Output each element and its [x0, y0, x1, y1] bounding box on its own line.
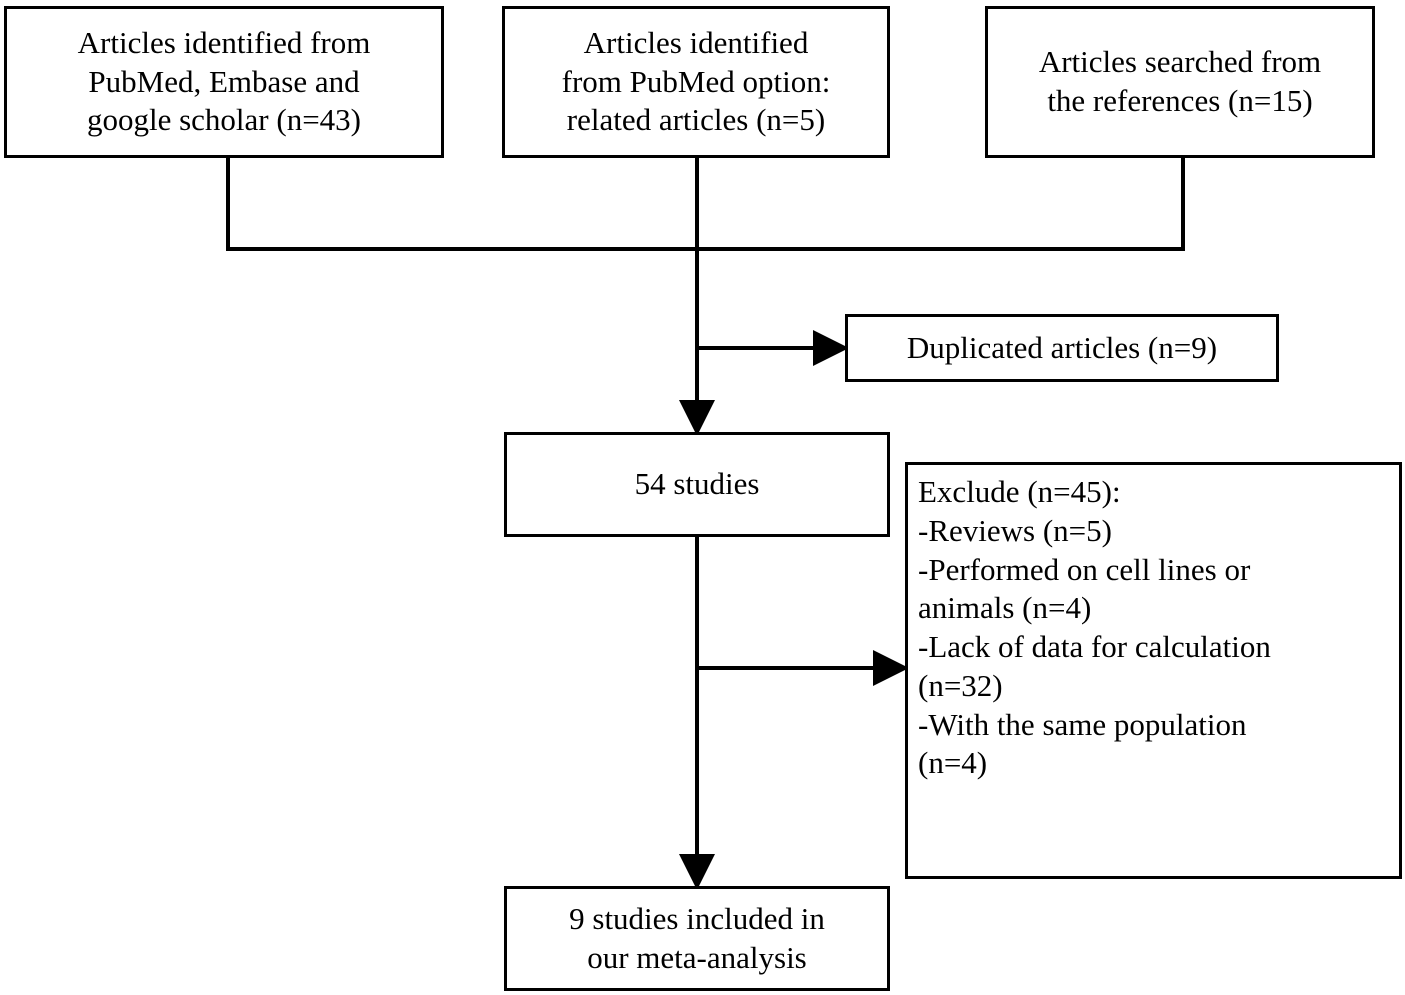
box-included-studies [504, 886, 890, 991]
box-source-related [502, 6, 890, 158]
box-duplicated-articles [845, 314, 1279, 382]
box-excluded-studies [905, 462, 1402, 879]
box-duplicated-articles-label: Duplicated articles (n=9) [906, 329, 1218, 365]
box-source-related-label: Articles identified from PubMed option: related articles (n=5) [561, 24, 831, 138]
box-source-databases [4, 6, 444, 158]
box-excluded-studies-label: Exclude (n=45): -Reviews (n=5) -Performed on cell lines or animals (n=4) -Lack of data for calculation (n=32) -With the same population (n=4) [918, 474, 1271, 781]
box-screened-studies [504, 432, 890, 537]
box-screened-studies-label: 54 studies [634, 466, 760, 502]
box-source-references [985, 6, 1375, 158]
box-source-references-label: Articles searched from the references (n=15) [1038, 44, 1322, 118]
box-source-databases-label: Articles identified from PubMed, Embase and google scholar (n=43) [77, 24, 371, 138]
box-included-studies-label: 9 studies included in our meta-analysis [569, 900, 825, 975]
